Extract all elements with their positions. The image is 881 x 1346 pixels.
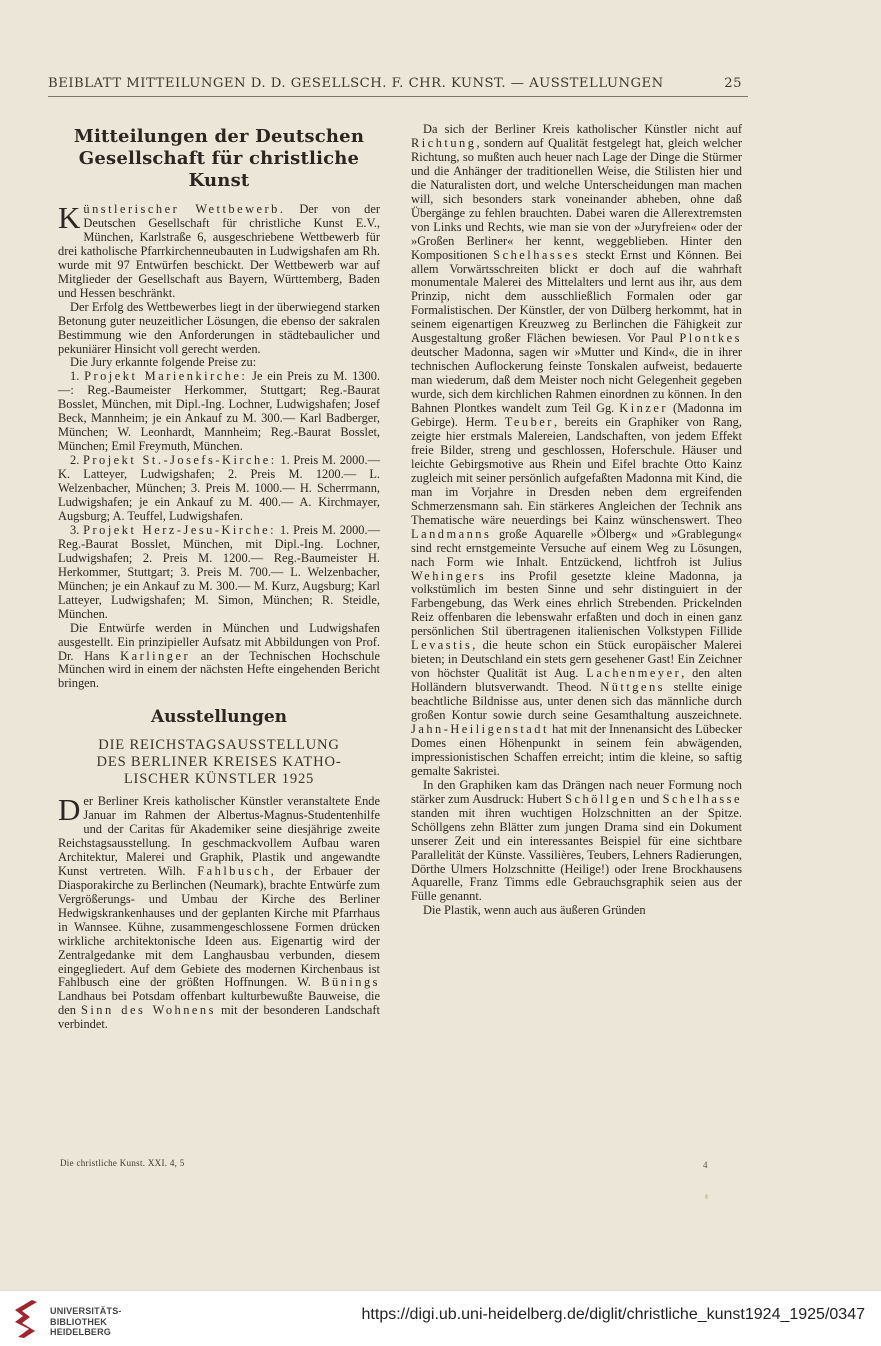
author-karlinger: Karlinger: [120, 648, 191, 663]
review-g: große Aquarelle »Ölberg« und »Grablegung« sind recht ernstgemeinte Versuche auf einem Weg zu Lösungen, nach Form wie Inhalt. Entzückend, lichtfroh ist Julius: [411, 526, 742, 569]
university-library-logo-icon[interactable]: [10, 1297, 40, 1341]
prize-text-1: Je ein Preis zu M. 1300.—: Reg.-Baumeister Herkommer, Stuttgart; Reg.-Baurat Bosslet, München, mit Dipl.-Ing. Lochner, Ludwigshafen; Josef Beck, Mannheim; je ein Ankauf zu M. 300.— Karl Badberger, München; W. Leonhardt, Mannheim; Reg.-Baurat Bosslet, München; Emil Freymuth, München.: [58, 369, 381, 454]
permalink-url[interactable]: https://digi.ub.uni-heidelberg.de/diglit/christliche_kunst1924_1925/0347: [361, 1306, 865, 1323]
review-e: (Madonna im Gebirge). Herm.: [411, 401, 743, 430]
name-fahlbusch: Fahlbusch: [197, 863, 271, 878]
review-i: , die heute schon ein Stück europäischer Malerei bieten; in Deutschland ein stets gern gesehener Gast! Ein Zeichner von höchster Qualität ist Aug.: [411, 638, 742, 681]
success-paragraph: Der Erfolg des Wettbewerbes liegt in der überwiegend starken Betonung guter neuzeitlicher Lösungen, die ebenso der sakralen Bestimmung wie den Anforderungen in städtebaulicher und pekuniärer Hinsicht voll gerecht werden.: [58, 299, 380, 356]
name-kinzer: Kinzer: [619, 401, 668, 416]
name-landmann: Landmanns: [411, 526, 492, 541]
drop-cap-d: D: [58, 792, 81, 828]
library-name-line3: HEIDELBERG: [50, 1327, 112, 1337]
berlin-text-d: mit der besonderen Landschaft verbindet.: [58, 1003, 380, 1032]
exhibition-title-line2: DES BERLINER KREISES KATHO-: [96, 753, 342, 770]
project-name-marienkirche: Projekt Marienkirche:: [84, 369, 248, 384]
review-h: ins Profil gesetzte kleine Madonna, ja volkstümlich im besten Sinne und sehr distinguiert in der Farbengebung, das Werk eines ehrlich Strebenden. Prickelnden Reiz offenbaren die lebenswahr erfaßten und doch in einen ganz persönlichen Stil übertragenen italienischen Volkstypen Fillide: [411, 568, 742, 639]
exhibition-title-line1: DIE REICHSTAGSAUSSTELLUNG: [98, 737, 340, 754]
review-a: Da sich der Berliner Kreis katholischer Künstler nicht auf: [423, 122, 742, 136]
review-k: stellte einige beachtliche Bildnisse aus, unter denen sich das männliche durch großen Kontur sowie durch seine Gesamthaltung auszeichnete.: [411, 680, 743, 723]
society-title-line2: Gesellschaft für christliche Kunst: [78, 148, 360, 191]
prize-number-3: 3.: [70, 522, 84, 537]
review-l: hat mit der Innenansicht des Lübecker Domes einen Höhenpunkt in seinem fein abwägenden, impressionistischen Schaffen erreicht; intim die kleine, so saftig gemalte Sakristei.: [411, 721, 742, 778]
library-name-line1: UNIVERSITÄTS-: [50, 1306, 122, 1316]
exhibition-note-a: Die Entwürfe werden in München und Ludwigshafen ausgestellt. Ein prinzipieller Aufsatz mit Abbildungen von Prof. Dr. Hans: [58, 620, 380, 663]
signature-mark: 4: [703, 1160, 708, 1170]
society-title: [58, 126, 380, 192]
berlin-text-a: er Berliner Kreis katholischer Künstler veranstaltete Ende Januar im Rahmen der Albertus-Magnus-Studentenhilfe und der Caritas für Akademiker seine diesjährige zweite Reichstagsausstellung. In geschmackvollem Aufbau waren Architektur, Malerei und Graphik, Plastik und angewandte Kunst vertreten. Wilh.: [58, 794, 380, 878]
graphics-b: und: [637, 791, 663, 806]
page-number: 25: [724, 76, 742, 91]
left-column: [58, 122, 380, 1032]
review-c: steckt Ernst und Können. Bei allem Vorwärtsschreiten blickt er doch auf die wahrhaft monumentale Malerei des Mittelalters und lernt aus ihr, aus dem Prinzip, nicht dem ausschließlich Formalen oder gar Formalistischen. Der Künstler, der von Dülberg herkommt, hat in seinem eigenartigen Kreuzweg zu Berlinchen die Fähigkeit zur Ausgestaltung großer Flächen bewiesen. Vor Paul: [411, 247, 742, 346]
exhibition-title-line3: LISCHER KÜNSTLER 1925: [123, 770, 315, 787]
review-f: , bereits ein Graphiker von Rang, zeigte hier erstmals Malereien, Landschaften, von jedem Effekt freie Bilder, streng und geschlossen, Hoferschule. Häuser und leichte Gebirgsmotive aus Rhein und Eifel brachte Otto Kainz zugleich mit seiner persönlich aufgefaßten Madonna mit Kind, die man im Vorjahre in Dresden neben dem ergreifenden Schmerzensmann sah. Ein stärkeres Angleichen der Technik ans Thematische wäre neuerdings bei Kainz wünschenswert. Theo: [411, 415, 742, 527]
competition-text: Der von der Deutschen Gesellschaft für christliche Kunst E.V., München, Karlstraße 6, ausgeschriebene Wettbewerb für drei katholische Pfarrkirchenneubauten in Ludwigshafen am Rh. wurde mit 97 Entwürfen beschickt. Der Wettbewerb war auf Mitglieder der Gesellschaft aus Bayern, Württemberg, Baden und Hessen beschränkt.: [58, 202, 380, 300]
prize-marienkirche: [58, 370, 380, 454]
competition-paragraph: [58, 200, 380, 301]
competition-heading: ünstlerischer Wettbewerb.: [83, 202, 286, 216]
prize-number-1: 1.: [70, 369, 85, 384]
review-b: , sondern auf Qualität festgelegt hat, gleich welcher Richtung, so mußten auch heuer nach Lage der Dinge die Stürmer und die Anhänger der traditionellen Weise, die Stilisten hier und die Naturalisten dort, und welche Unterscheidungen man machen will, sich besonders stark voneinander abheben, ohne daß Übergänge zu fehlen brauchten. Dabei waren die Allerextremsten von Links und Rechts, wie man sie von der »Juryfreien« oder der »Großen Berliner« her kennt, weggeblieben. Hinter den Kompositionen: [411, 135, 742, 262]
name-schelhasse-2: Schelhasse: [662, 791, 743, 806]
berlin-text-b: , der Erbauer der Diasporakirche zu Berlinchen (Neumark), brachte Entwürfe zum Vergrößerungs- und Umbau der Kirche des Berliner Hedwigskrankenhauses und der geplanten Kirche mit Pfarrhaus in Wannsee. Kühne, zusammengeschlossene Formen drücken wirkliche architektonische Ideen aus. Eigenartig wird der Zentralgedanke mit dem Langhausbau verbunden, diesem eingegliedert. Auf dem Gebiete des modernen Kirchenbaus ist Fahlbusch eine der größten Hoffnungen. W.: [58, 863, 380, 990]
prize-number-2: 2.: [70, 453, 84, 468]
sculpture-paragraph: Die Plastik, wenn auch aus äußeren Gründen: [423, 903, 646, 918]
name-jahn-heiligenstadt: Jahn-Heiligenstadt: [411, 721, 549, 736]
name-levasti: Levastis: [411, 638, 473, 653]
phrase-sinn-des-wohnens: Sinn des Wohnens: [80, 1003, 216, 1018]
running-head: [48, 76, 748, 91]
prize-text-3: 1. Preis M. 2000.— Reg.-Baurat Bosslet, München, mit Dipl.-Ing. Lochner, Ludwigshafen; 2. Preis M. 1200.— Reg.-Baumeister H. Herkommer, Stuttgart; 3. Preis M. 700.— L. Welzenbacher, München; je ein Ankauf zu M. 300.— M. Kurz, Augsburg; Karl Latteyer, Ludwigshafen; M. Simon, München; R. Steidle, München.: [58, 522, 380, 621]
exhibition-note-paragraph: [58, 622, 380, 692]
prize-herz-jesu: [58, 524, 380, 622]
name-lachenmeyer: Lachenmeyer: [586, 666, 682, 681]
project-name-herz-jesu: Projekt Herz-Jesu-Kirche:: [83, 522, 277, 537]
review-j: , den alten Holländern blutsverwandt. Theod.: [411, 666, 743, 695]
name-plontke: Plontkes: [679, 331, 742, 346]
name-wehinger: Wehingers: [411, 568, 487, 583]
society-title-line1: Mitteilungen der Deutschen: [73, 126, 365, 147]
graphics-paragraph: [411, 779, 742, 905]
paper-speck: [705, 1194, 708, 1199]
review-d: deutscher Madonna, sagen wir »Mutter und Kind«, die in ihrer technischen Auflockerung feinste Tonskalen aufweist, bedauerte man wiederum, daß dem Meister noch nicht Gelegenheit gegeben wurde, sich dem kirchlichen Rahmen einordnen zu können. In den Bahnen Plontkes wandelt zum Teil Gg.: [411, 345, 742, 416]
prize-josefskirche: [58, 454, 380, 524]
berlin-text-c: Landhaus bei Potsdam offenbart kulturbewußte Bauweise, die den: [58, 989, 380, 1018]
right-column: [411, 123, 742, 918]
prize-text-2: 1. Preis M. 2000.— K. Latteyer, Ludwigshafen; 2. Preis M. 1200.— L. Welzenbacher, München; 3. Preis M. 1000.— H. Scherrmann, Ludwigshafen; je ein Ankauf zu M. 400.— A. Kirchmayer, Augsburg; A. Teuffel, Ludwigshafen.: [58, 453, 380, 523]
running-head-text: BEIBLATT MITTEILUNGEN D. D. GESELLSCH. F. CHR. KUNST. — AUSSTELLUNGEN: [48, 76, 664, 91]
drop-cap-k: K: [58, 200, 81, 235]
journal-reference: Die christliche Kunst. XXI. 4, 5: [60, 1158, 185, 1168]
berlin-circle-paragraph: [58, 792, 380, 1032]
name-schelhasse: Schelhasses: [493, 247, 580, 262]
word-richtung: Richtung: [411, 135, 477, 150]
name-buenings: Bünings: [321, 975, 380, 990]
review-paragraph: [411, 123, 742, 779]
name-nuettgens: Nüttgens: [600, 680, 666, 695]
graphics-c: standen mit ihren wuchtigen Holzschnitten an der Spitze. Schöllgens zehn Blätter zum jungen Drama sind ein Dokument unserer Zeit und ein interessantes Beispiel für eine sichtbare Parallelität der Künste. Vassilières, Teubers, Lehners Radierungen, Dörthe Ulmers Holzschnitte (Heilige!) oder Irene Brockhausens Aquarelle, Franz Timms edle Gebrauchsgraphik seien aus der Fülle genannt.: [411, 805, 742, 904]
header-rule: [48, 96, 748, 97]
exhibition-note-b: an der Technischen Hochschule München wird in einem der nächsten Hefte eingehenden Bericht bringen.: [58, 648, 381, 691]
library-name-line2: BIBLIOTHEK: [50, 1316, 107, 1327]
jury-paragraph: Die Jury erkannte folgende Preise zu:: [70, 355, 257, 370]
name-schoellgen: Schöllgen: [565, 791, 638, 806]
library-name: [50, 1306, 122, 1338]
project-name-josefskirche: Projekt St.-Josefs-Kirche:: [83, 453, 277, 468]
graphics-a: In den Graphiken kam das Drängen nach neuer Formung noch stärker zum Ausdruck: Hubert: [411, 777, 742, 806]
section-title-ausstellungen: Ausstellungen: [150, 707, 288, 728]
exhibition-title: [58, 737, 380, 787]
name-teuber: Teuber: [504, 415, 554, 430]
